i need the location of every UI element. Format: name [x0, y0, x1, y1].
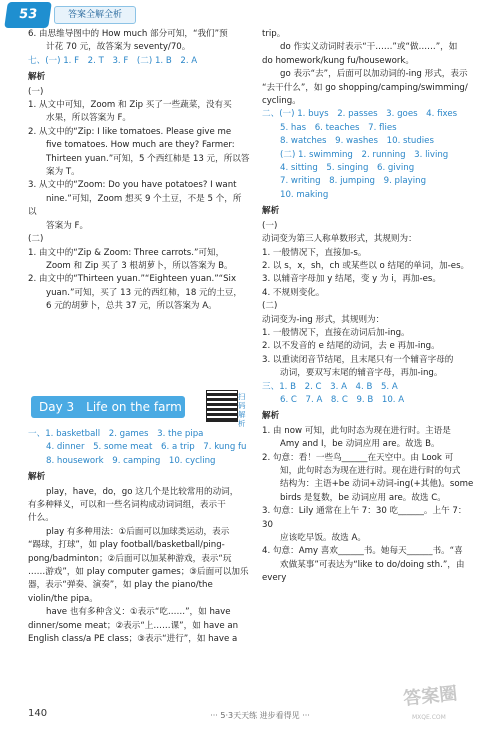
- text-line: Amy and I，be 动词应用 are。故选 B。: [280, 439, 440, 450]
- text-line: 6 元的胡萝卜，总共 37 元，所以答案为 A。: [46, 301, 217, 312]
- section-banner-day3: Day 3 Life on the farm: [31, 396, 185, 418]
- text-line: 2. 从文中的“Zip: I like tomatoes. Please give me: [28, 126, 232, 137]
- text-line: (一): [262, 220, 278, 231]
- text-line: (二): [262, 301, 278, 312]
- text-line: play，have，do，go 这几个是比较常用的动词，: [46, 486, 239, 497]
- page-number: 140: [28, 708, 48, 719]
- text-line: 案为 T。: [46, 167, 80, 178]
- text-line: dinner/some meat；②表示“上……课”，如 have an: [28, 620, 239, 631]
- text-line: 计花 70 元，故答案为 seventy/70。: [46, 42, 191, 53]
- text-line: 2. 以 s，x，sh，ch 或某些以 o 结尾的单词，加-es。: [262, 260, 470, 271]
- text-line: go 表示“去”，后面可以加动词的-ing 形式，表示: [280, 69, 468, 80]
- analysis-heading: 解析: [28, 472, 46, 483]
- answer-line: 8. watches 9. washes 10. studies: [280, 136, 434, 147]
- text-line: pong/badminton；②后面可以加某种游戏，表示“玩: [28, 553, 232, 564]
- text-line: 4. 不规则变化。: [262, 287, 325, 298]
- text-line: 应该吃早饭。故选 A。: [280, 533, 366, 544]
- analysis-heading: 解析: [262, 411, 280, 422]
- text-line: 3. 以辅音字母加 y 结尾，变 y 为 i，再加-es。: [262, 274, 441, 285]
- answer-line: (二) 1. swimming 2. running 3. living: [280, 149, 449, 160]
- text-line: 1. 从文中可知，Zoom 和 Zip 买了一些蔬菜，没有买: [28, 100, 232, 111]
- text-line: have 也有多种含义：①表示“吃……”，如 have: [46, 607, 231, 618]
- text-line: 结构为：主语+be 动词+动词-ing(+其他)。some: [280, 479, 474, 490]
- text-line: “踢球，打球”，如 play football/basketball/ping-: [28, 540, 225, 551]
- footer-slogan: ··· 5·3天天练 进步看得见 ···: [210, 711, 310, 720]
- text-line: 1. 一般情况下，直接加-s。: [262, 247, 367, 258]
- text-line: 1. 由文中的“Zip & Zoom: Three carrots.”可知，: [28, 247, 225, 258]
- header-title: 答案全解全析: [54, 6, 136, 24]
- text-line: ……游戏”，如 play computer games；③后面可以加乐: [28, 567, 249, 578]
- text-line: 1. 一般情况下，直接在动词后加-ing。: [262, 327, 410, 338]
- answer-line: 8. housework 9. camping 10. cycling: [46, 455, 216, 466]
- text-line: 1. 由 now 可知，此句时态为现在进行时。主语是: [262, 425, 451, 436]
- left-column-lower: [28, 428, 250, 647]
- answer-line: 二、(一) 1. buys 2. passes 3. goes 4. fixes: [262, 109, 458, 120]
- watermark-url: MXQE.COM: [412, 714, 446, 721]
- answer-line: 一、1. basketball 2. games 3. the pipa: [28, 429, 204, 439]
- text-line: play 有多种用法：①后面可以加球类运动，表示: [46, 526, 230, 537]
- answer-line: 10. making: [280, 189, 329, 200]
- text-line: (一): [28, 86, 44, 97]
- text-line: violin/the pipa。: [28, 593, 98, 604]
- answer-line: 七、(一) 1. F 2. T 3. F (二) 1. B 2. A: [28, 55, 198, 66]
- text-line: (二): [28, 234, 44, 245]
- text-line: 2. 句意：看！一些鸟______在天空中。由 Look 可: [262, 452, 454, 463]
- answer-line: 7. writing 8. jumping 9. playing: [280, 176, 427, 187]
- text-line: 欢做某事”可表达为“like to do/doing sth.”，由 every: [262, 559, 465, 584]
- text-line: 水果，所以答案为 F。: [46, 113, 132, 124]
- answer-line: 三、1. B 2. C 3. A 4. B 5. A: [262, 381, 398, 392]
- text-line: five tomatoes. How much are they? Farmer:: [46, 140, 235, 151]
- brand-logo: 53: [4, 2, 52, 28]
- analysis-heading: 解析: [28, 72, 46, 83]
- text-line: trip。: [262, 29, 286, 39]
- right-column: [262, 28, 477, 586]
- text-line: 动词变为第三人称单数形式，其规则为：: [262, 234, 417, 245]
- qr-label: 扫码解析: [238, 392, 246, 428]
- answer-line: 5. has 6. teaches 7. flies: [280, 122, 397, 133]
- text-line: 6. 由思维导图中的 How much 部分可知，“我们”预: [28, 29, 228, 39]
- text-line: 4. 句意：Amy 喜欢______书。她每天______书。“喜: [262, 546, 463, 557]
- text-line: do homework/kung fu/housework。: [262, 55, 414, 66]
- text-line: 动词变为-ing 形式，其规则为：: [262, 314, 385, 325]
- left-column: [28, 28, 250, 314]
- text-line: 什么。: [28, 513, 54, 524]
- text-line: 2. 以不发音的 e 结尾的动词，去 e 再加-ing。: [262, 341, 440, 352]
- text-line: 3. 以重读闭音节结尾，且末尾只有一个辅音字母的: [262, 354, 454, 365]
- text-line: 答案为 F。: [46, 220, 89, 231]
- answer-line: 6. C 7. A 8. C 9. B 10. A: [280, 394, 405, 405]
- text-line: 有多种释义，可以和一些名词构成动词词组，表示干: [28, 500, 226, 511]
- text-line: 2. 由文中的“Thirteen yuan.”“Eighteen yuan.”“Six: [28, 274, 237, 285]
- text-line: cycling。: [262, 96, 301, 107]
- answer-line: 4. dinner 5. some meat 6. a trip 7. kung fu: [46, 442, 247, 453]
- text-line: do 作实义动词时表示“干……”或“做……”，如: [280, 42, 458, 53]
- text-line: 器，表示“弹奏、演奏”，如 play the piano/the: [28, 580, 213, 591]
- analysis-heading: 解析: [262, 206, 280, 217]
- text-line: 知，此句时态为现在进行时。现在进行时的句式: [280, 466, 461, 476]
- answer-line: 4. sitting 5. singing 6. giving: [280, 163, 415, 174]
- text-line: nine.”可知，Zoom 想买 9 个土豆，不是 5 个，所以: [28, 193, 242, 218]
- text-line: Thirteen yuan.”可知，5 个西红柿是 13 元，所以答: [46, 153, 250, 164]
- qr-code-icon: [206, 390, 238, 422]
- text-line: 3. 从文中的“Zoom: Do you have potatoes? I want: [28, 180, 237, 191]
- text-line: 动词，要双写末尾的辅音字母，再加-ing。: [280, 368, 443, 379]
- text-line: Zoom 和 Zip 买了 3 根胡萝卜，所以答案为 B。: [46, 260, 233, 271]
- text-line: birds 是复数，be 动词应用 are。故选 C。: [280, 492, 446, 503]
- page-header: [0, 0, 500, 30]
- text-line: yuan.”可知，买了 13 元的西红柿，18 元的土豆，: [46, 287, 242, 298]
- watermark-logo: 答案圈: [402, 683, 459, 710]
- text-line: “去干什么”，如 go shopping/camping/swimming/: [262, 82, 468, 93]
- text-line: English class/a PE class；③表示“进行”，如 have a: [28, 634, 238, 645]
- text-line: 3. 句意：Lily 通常在上午 7：30 吃______。上午 7：30: [262, 506, 467, 530]
